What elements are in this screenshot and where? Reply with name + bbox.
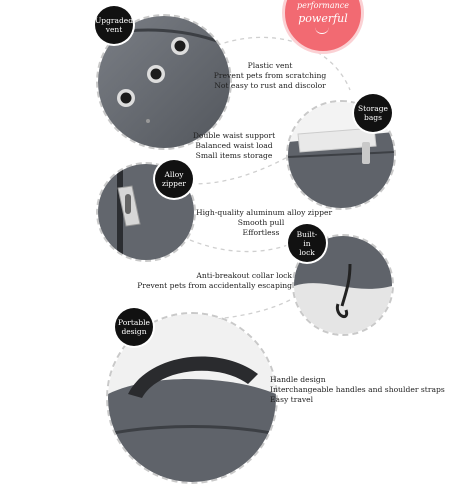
badge-line: Built-in bbox=[296, 229, 318, 248]
caption-line: Smooth pull bbox=[237, 218, 285, 227]
caption-line: Handle design bbox=[270, 375, 326, 384]
badge-line: design bbox=[121, 327, 147, 336]
caption-line: Double waist support bbox=[192, 131, 276, 140]
badge-line: zipper bbox=[162, 179, 186, 188]
caption-line: Prevent pets from scratching bbox=[213, 71, 327, 80]
badge-line: Alloy bbox=[164, 170, 184, 179]
caption-line: High-quality aluminum alloy zipper bbox=[196, 208, 333, 217]
caption-handle bbox=[270, 375, 445, 405]
caption-line: Easy travel bbox=[270, 395, 314, 404]
badge-line: Portable bbox=[118, 318, 150, 327]
caption-storage bbox=[186, 131, 282, 161]
badge-alloy-zipper bbox=[155, 160, 193, 198]
caption-line: Effortless bbox=[242, 228, 280, 237]
caption-line: Interchangeable handles and shoulder straps bbox=[270, 385, 445, 394]
caption-line: Prevent pets from accidentally escaping bbox=[137, 281, 292, 290]
smile-icon bbox=[315, 27, 329, 34]
caption-line: Small items storage bbox=[195, 151, 273, 160]
badge-storage-bags bbox=[354, 94, 392, 132]
logo-line-1: performance bbox=[296, 1, 349, 10]
badge-line: lock bbox=[299, 247, 315, 257]
caption-line: Plastic vent bbox=[247, 61, 293, 70]
caption-line: Not easy to rust and discolor bbox=[214, 81, 326, 90]
caption-lock bbox=[132, 271, 292, 291]
badge-line: Storage bbox=[358, 104, 388, 113]
logo-line-2: powerful bbox=[298, 12, 348, 25]
badge-line: vent bbox=[105, 25, 123, 34]
caption-line: Anti-breakout collar lock bbox=[196, 271, 292, 280]
caption-vent bbox=[212, 61, 328, 91]
badge-line: bags bbox=[364, 113, 382, 122]
badge-upgraded-vent bbox=[95, 6, 133, 44]
caption-line: Balanced waist load bbox=[195, 141, 273, 150]
badge-portable-design bbox=[115, 308, 153, 346]
badge-line: Upgraded bbox=[94, 16, 134, 25]
badge-built-in-lock bbox=[288, 224, 326, 262]
